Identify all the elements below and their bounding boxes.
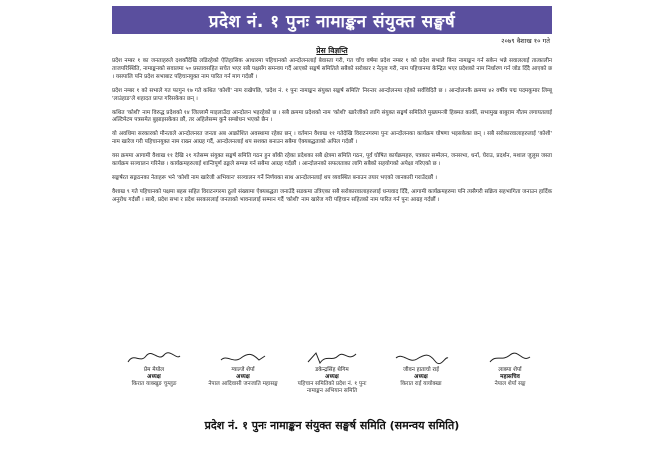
press-release-heading: प्रेस विज्ञप्ति [316, 46, 348, 55]
signatory [112, 350, 196, 412]
paragraph: सङ्घर्षरत सङ्गठनका नेताहरू भने 'कोशी नाम खारेजी अभियान' सञ्चालन गर्ने निर्णयका साथ आन्दोलनलाई थप व्यवस्थित बनाउन तयार भएको जानकारी गराउँदछौं । [112, 174, 437, 181]
signatory-name: ग्याल्जे शेर्पा [231, 367, 255, 373]
paragraph: यो अवधिमा सरकारको मौनताले आन्दोलनरत जनता अब आक्रोशित अवस्थामा रहेका छन् । वर्तमान वैशाख ११ गतेदेखि विराटनगरमा पुनः आन्दोलनका कार्यक्रम घोषणा भइसकेका छन् । सबै सरोकारवालाहरुलाई 'कोशी' नाम खारेज गरी पहिचानयुक्त नाम राख्न आग्रह गर्दै, आन्दोलनलाई थप सशक्त बनाउन सबैमा ऐक्यबद्धताको अपिल गर्दछौं । [112, 131, 552, 146]
signatory-role: अध्यक्ष [325, 374, 339, 380]
signatory-role: महासचिव [500, 374, 520, 380]
signatory [468, 350, 552, 412]
header-banner [112, 6, 552, 34]
paragraph: प्रदेश नम्बर १ का जनताहरुले दशकौंदेखि लडिरहेको ऐतिहासिक आधारमा पहिचानको आन्दोलनलाई बेवास्ता गरी, गत चाँच वर्षमा प्रदेश नम्बर १ को प्रदेश सभाले बिना नामाङ्कन गर्न सकेन भन्ने सवाललाई तात्कालीन ताजपरिस्थिति, नामाङ्कनको सवालमा ५० प्रस्तावसहित सचेत भएर सबै पक्षसँग समन्वय गर्दै आएको सङ्घर्ष समितिले सबैको सरोकार र नेतृत्व गरी, नाम पहिचानमा केन्द्रित भएर प्रदेशको नाम निर्धारण गर्न जोड दिँदै आएको छ । यसपालि पनि प्रदेश सभाबाट पहिचानयुक्त नाम पारित गर्न माग गर्दछौं । [112, 58, 553, 80]
release-date: २०७९ वैशाख १० गते [501, 37, 550, 45]
signatory-org: किरात राई यायोक्खा [400, 381, 442, 387]
paragraph: यस क्रममा आगामी वैशाख ११ देखि २१ गतेसम्म संयुक्त सङ्घर्ष समिति गठन हुन बाँकी रहेका प्रदेशका सबै क्षेत्रमा समिति गठन, पूर्व घोषित कार्यक्रमहरु, पत्रकार सम्मेलन, जनसभा, धर्ना, घेराउ, प्रदर्शन, मशाल जुलुस जस्ता कार्यक्रम सञ्चालन गरिनेछ । कार्यक्रमहरुलाई शान्तिपूर्ण ढङ्गले सम्पन्न गर्न सबैमा आग्रह गर्दछौं । आन्दोलनको सफलताका लागि सबैको सहयोगको अपेक्षा गरिएको छ । [112, 153, 552, 168]
handwritten-signature [213, 350, 273, 366]
signatory [290, 350, 374, 412]
header-title: प्रदेश नं. १ पुनः नामाङ्कन संयुक्त सङ्घर्ष [208, 11, 456, 32]
signatory-name: जीवन हाताचो राई [403, 367, 439, 373]
signatory-org: नेपाल आदिवासी जनजाति महासङ्घ [208, 381, 278, 387]
press-release-page [100, 0, 564, 450]
signatory [379, 350, 463, 412]
signature-block [112, 350, 552, 412]
signatory-role: अध्यक्ष [147, 374, 161, 380]
paragraph: वैशाख ९ गते पहिचानको पक्षमा बहस सहित विराटनगरमा ठूलो संख्यामा ऐक्यबद्धता जनाउँदै सडकमा उत्रिएका सबै सरोकारवालाहरुलाई धन्यवाद दिँदै, आगामी कार्यक्रमहरुमा पनि त्यसैगरी सक्रिय सहभागिता जनाउन हार्दिक अनुरोध गर्दछौं । साथै, प्रदेश सभा र प्रदेश सरकारलाई जनताको भावनालाई सम्मान गर्दै 'कोशी' नाम खारेज गरी पहिचान सहितको नाम पारित गर्न पुनः आग्रह गर्दछौं । [112, 188, 552, 203]
signatory-role: अध्यक्ष [236, 374, 250, 380]
signatory-role: अध्यक्ष [414, 374, 428, 380]
handwritten-signature [480, 350, 540, 366]
paragraph: कथित 'कोशी' नाम विरुद्ध प्रदेशको १४ जिल्लामै माइलाउँदा आन्दोलन भइरहेको छ । सबै क्रममा प्रदेशको नाम 'कोशी' खारेजीको लागि संयुक्त सङ्घर्ष समितिले मुख्यमन्त्री हिक्मत कार्की, सभामुख बाबुराम गौतम लगायतलाई अल्टिमेटम पत्रसमेत बुझाइसकेका छौं, तर अहिलेसम्म कुनै सम्बोधन भएको छैन । [112, 109, 552, 124]
handwritten-signature [302, 350, 362, 366]
paragraph: प्रदेश नम्बर १ को सभाले गत फागुन १७ गते कथित 'कोशी' नाम राखेपछि, 'प्रदेश नं. १ पुनः नामाङ्कन संयुक्त सङ्घर्ष समिति' निरन्तर आन्दोलनमा रहेको सर्वविदितै छ । आन्दोलनकै क्रममा ४२ वर्षीय पद्म पदमकुमार लिम्बू 'लाउंहाङ'ले शहादत प्राप्त गरिसकेका छन् । [112, 87, 552, 102]
signatory-name: प्रेम मेयोल [143, 367, 165, 373]
signatory-org: पहिचान समितिको प्रदेश नं. १ पुनः नामाङ्कन अभियान समिति [297, 381, 367, 394]
handwritten-signature [124, 350, 184, 366]
signatory-name: डकेन्द्रसिंह थेगिम [315, 367, 349, 373]
committee-footer: प्रदेश नं. १ पुनः नामाङ्कन संयुक्त सङ्घर्ष समिति (समन्वय समिति) [204, 419, 460, 432]
signatory-org: नेपाल शेर्पा सङ्घ [494, 381, 526, 387]
signatory [201, 350, 285, 412]
release-body [112, 58, 552, 211]
handwritten-signature [391, 350, 451, 366]
signatory-name: लाक्पा शेर्पा [498, 367, 522, 373]
signatory-org: किरात याक्खुङ चुम्लुङ [131, 381, 177, 387]
